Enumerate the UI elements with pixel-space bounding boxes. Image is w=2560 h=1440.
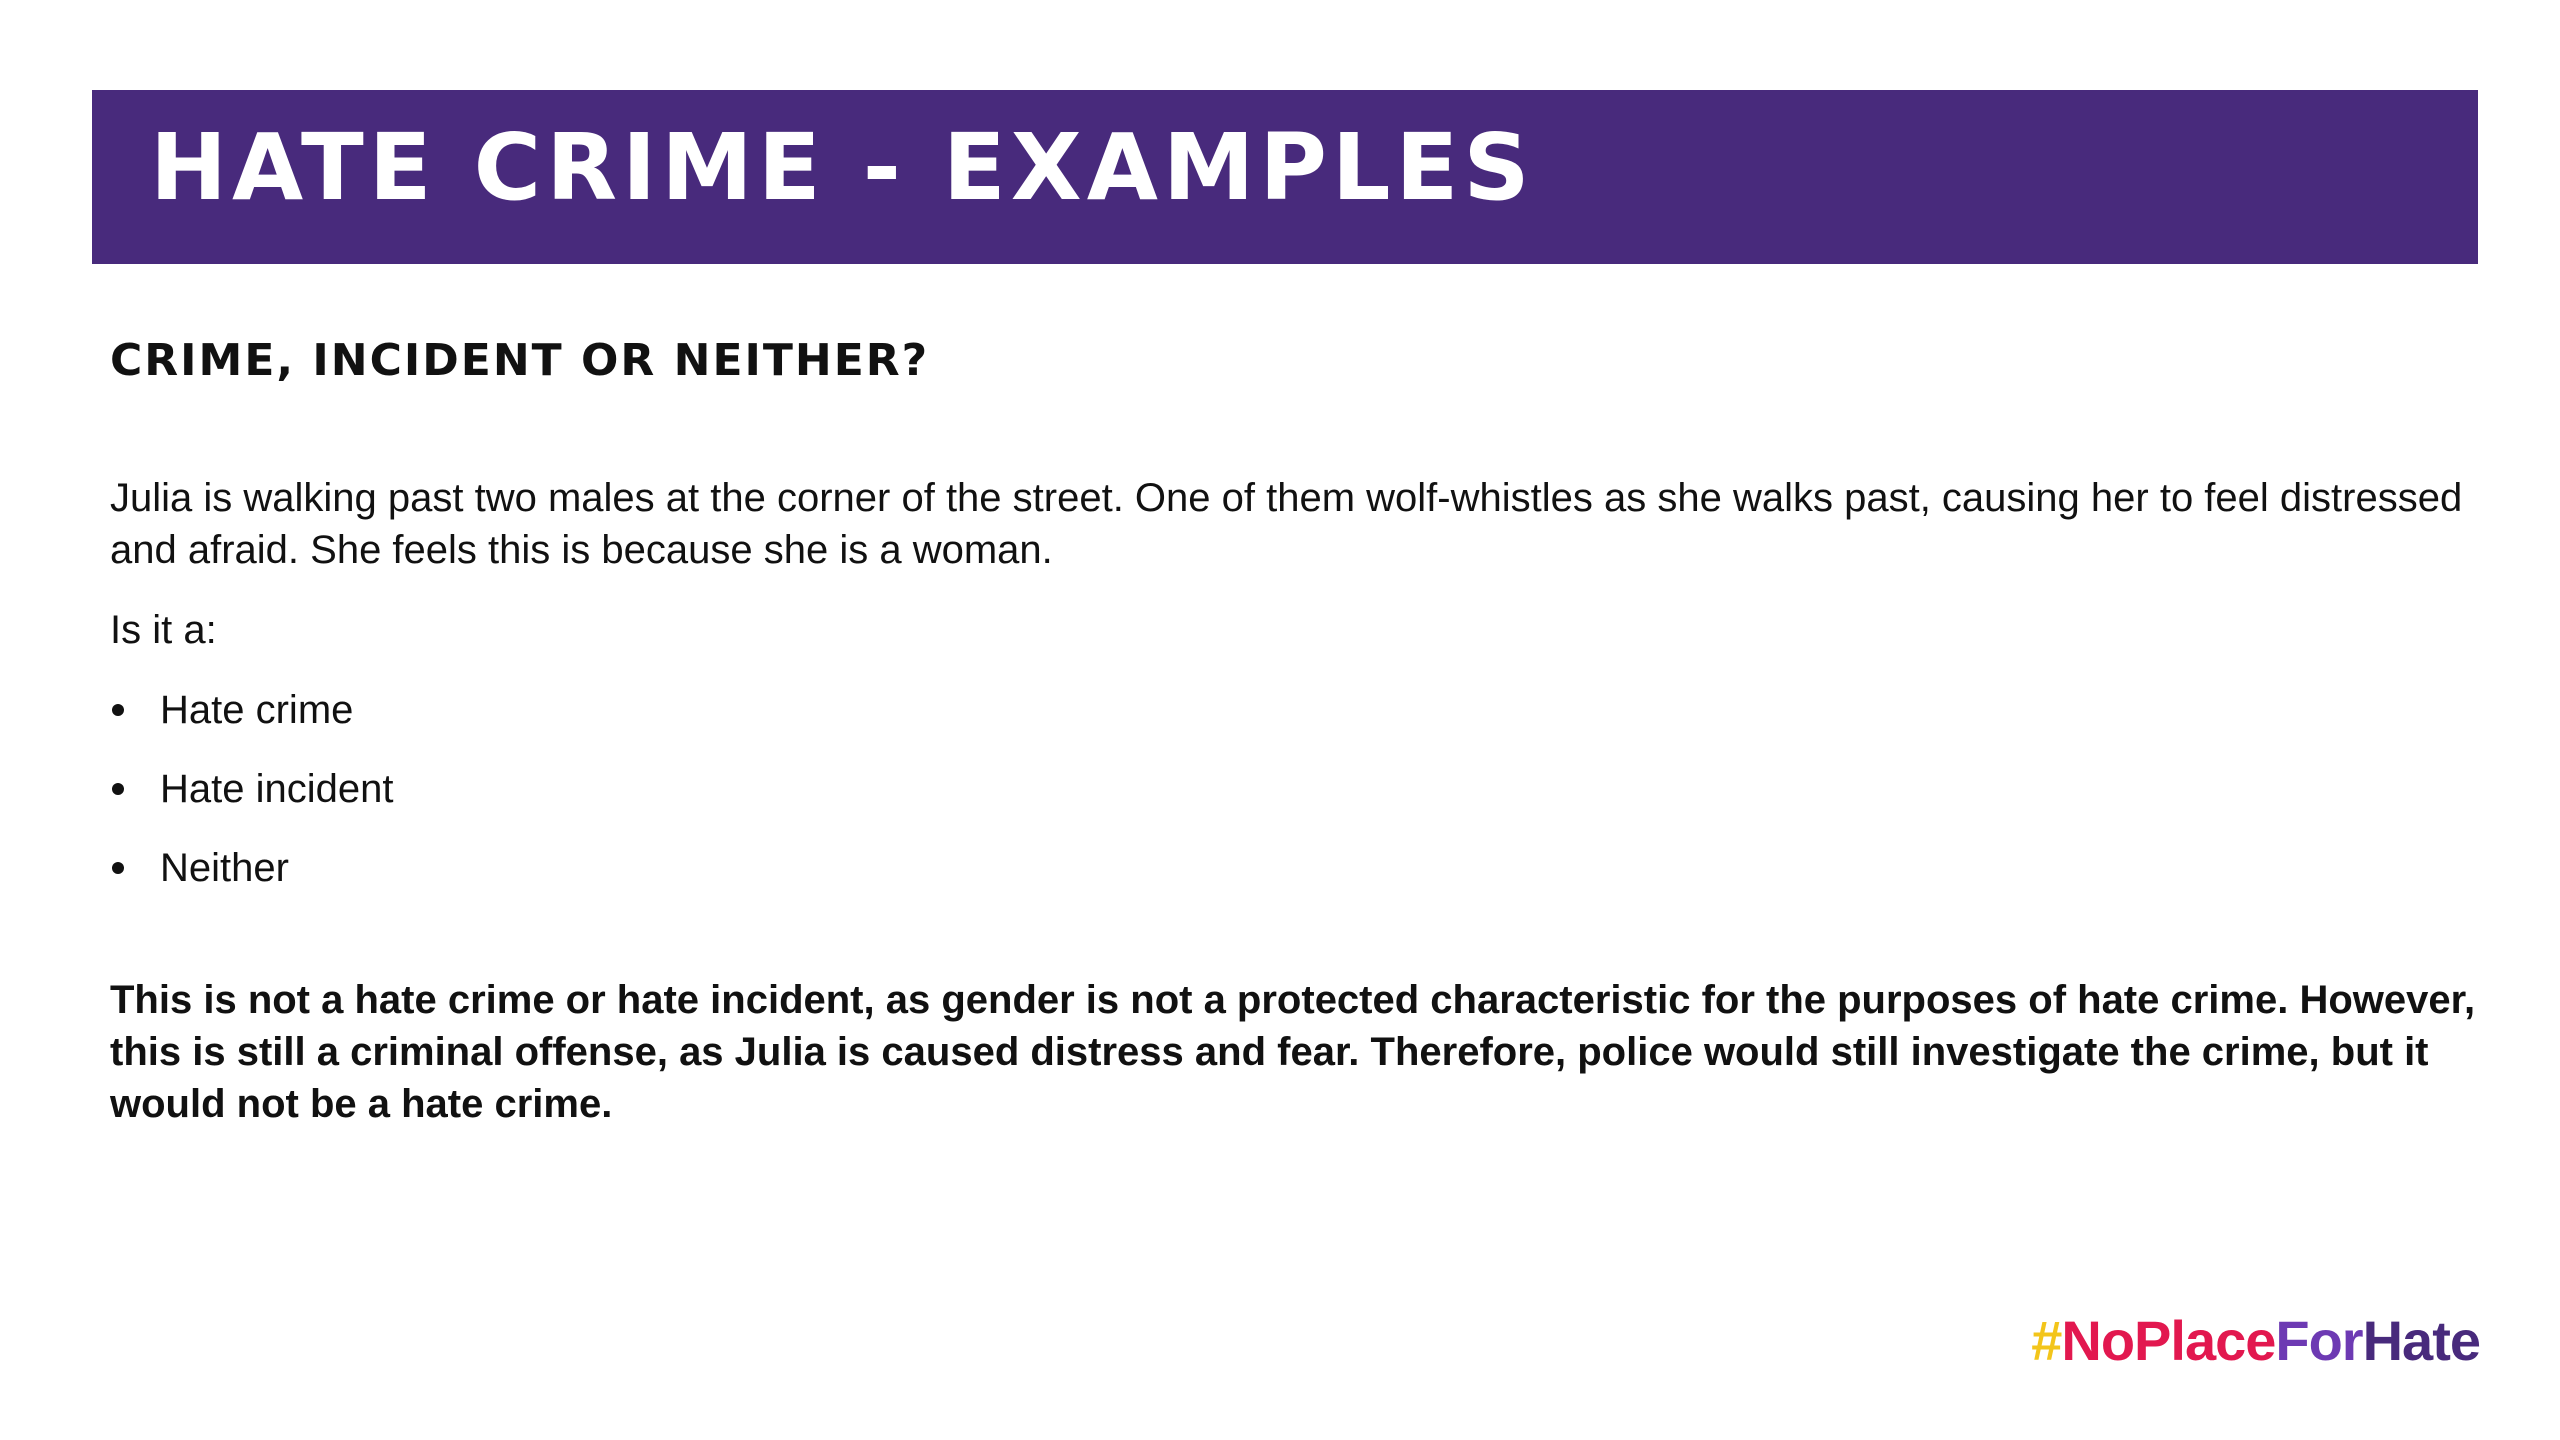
option-label: Hate incident: [160, 767, 394, 811]
answer-explanation: This is not a hate crime or hate incident, as gender is not a protected characteristic for the purposes of hate crime. However, this is still a criminal offense, as Julia is caused distress and fear. Therefore, police would still investigate the crime, but it would not be a hate crime.: [110, 978, 2476, 1126]
answer-options-list: [110, 684, 393, 921]
hashtag-for: For: [2275, 1309, 2363, 1372]
question-text: Is it a:: [110, 608, 217, 652]
question-heading: CRIME, INCIDENT OR NEITHER?: [110, 335, 930, 386]
option-hate-crime: [110, 684, 393, 736]
hashtag-symbol: #: [2031, 1309, 2062, 1372]
campaign-hashtag: [2031, 1306, 2480, 1376]
bullet-icon: [112, 783, 124, 795]
slide-title: HATE CRIME - EXAMPLES: [150, 114, 1535, 221]
hashtag-no-place: NoPlace: [2061, 1309, 2276, 1372]
option-neither: [110, 842, 393, 894]
title-banner: [92, 90, 2478, 264]
bullet-icon: [112, 862, 124, 874]
option-label: Hate crime: [160, 688, 354, 732]
hashtag-hate: Hate: [2362, 1309, 2480, 1372]
option-hate-incident: [110, 763, 393, 815]
bullet-icon: [112, 704, 124, 716]
scenario-text: Julia is walking past two males at the corner of the street. One of them wolf-whistles as she walks past, causing her to feel distressed and afraid. She feels this is because she is a woman.: [110, 476, 2463, 572]
option-label: Neither: [160, 846, 289, 890]
